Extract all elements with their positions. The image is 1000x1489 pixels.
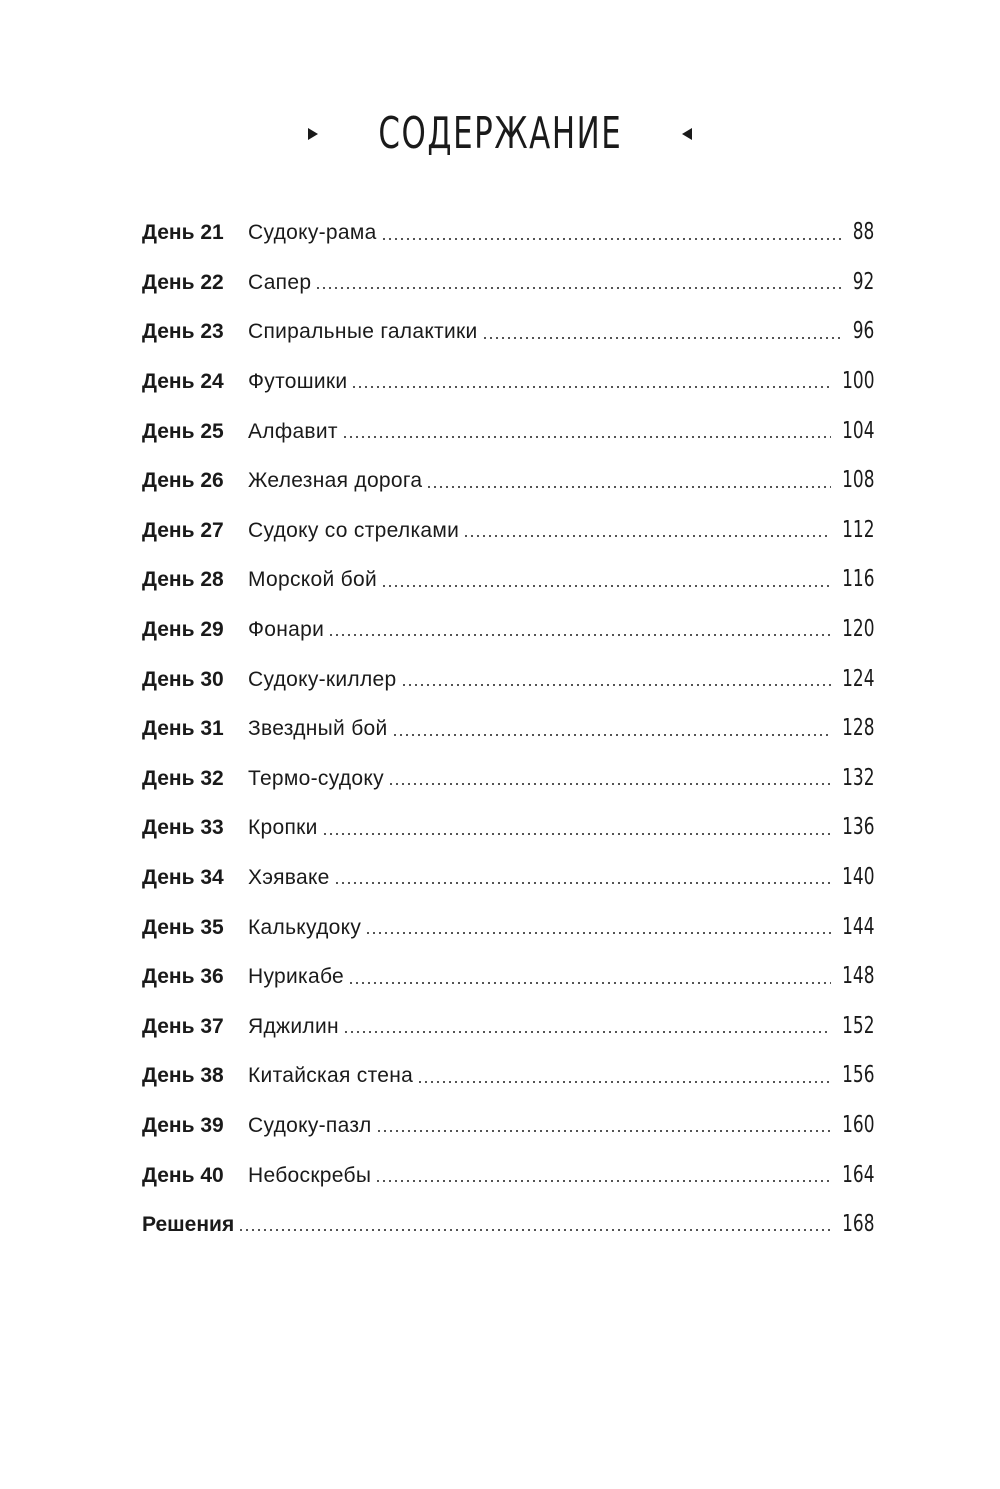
toc-entry-day: День 33 [142, 816, 224, 840]
toc-entry-page: 116 [841, 566, 874, 593]
toc-entry-title: Фонари [248, 618, 325, 642]
toc-entry-page: 152 [841, 1012, 874, 1039]
toc-entry-day: День 31 [142, 717, 224, 741]
toc-entry-title: Морской бой [248, 568, 377, 592]
dot-leader [315, 285, 843, 291]
toc-entry[interactable] [142, 902, 874, 952]
toc-entry[interactable] [142, 803, 874, 853]
dot-leader [342, 434, 831, 440]
toc-entry[interactable] [142, 654, 874, 704]
toc-entry-title: Хэяваке [248, 866, 330, 890]
toc-entry-title: Судоку-киллер [248, 667, 397, 691]
toc-entry-title: Футошики [248, 370, 348, 394]
toc-entry-page: 132 [841, 764, 874, 791]
toc-entry-day: День 24 [142, 370, 224, 394]
toc-entry[interactable] [142, 853, 874, 903]
toc-entry-title: Судоку со стрелками [248, 518, 460, 542]
toc-entry-page: 144 [841, 913, 874, 940]
toc-entry-day: День 36 [142, 965, 224, 989]
toc-entry-page: 100 [841, 368, 874, 395]
triangle-left-icon [682, 128, 692, 140]
dot-leader [365, 930, 830, 936]
dot-leader [417, 1079, 830, 1085]
dot-leader [348, 980, 830, 986]
toc-entry[interactable] [142, 704, 874, 754]
toc-entry-page: 88 [852, 219, 874, 246]
page-title: СОДЕРЖАНИЕ [378, 108, 622, 159]
toc-entry[interactable] [142, 1002, 874, 1052]
toc-entry-page: 160 [841, 1111, 874, 1138]
toc-entry-day: День 22 [142, 270, 224, 294]
toc-entry-title: Калькудоку [248, 915, 362, 939]
toc-entry[interactable] [142, 258, 874, 308]
toc-entry[interactable] [142, 456, 874, 506]
toc-entry-day: День 29 [142, 618, 224, 642]
toc-entry-title: Яджилин [248, 1014, 339, 1038]
toc-entry-day: День 25 [142, 419, 224, 443]
toc-entry-page: 96 [852, 318, 874, 345]
dot-leader [381, 583, 831, 589]
toc-entry-title: Кропки [248, 816, 318, 840]
toc-entry-page: 124 [841, 665, 874, 692]
page-title-block [0, 104, 1000, 164]
toc-entry[interactable] [142, 307, 874, 357]
dot-leader [463, 533, 830, 539]
toc-entry-title: Сапер [248, 270, 312, 294]
toc-entry[interactable] [142, 555, 874, 605]
toc-entry-title: Термо-судоку [248, 766, 384, 790]
toc-solutions-label: Решения [142, 1213, 235, 1237]
toc-entry-page: 128 [841, 715, 874, 742]
table-of-contents [142, 208, 874, 1249]
toc-entry-day: День 38 [142, 1064, 224, 1088]
toc-entry-day: День 32 [142, 766, 224, 790]
toc-entry-page: 104 [841, 417, 874, 444]
toc-entry-page: 156 [841, 1062, 874, 1089]
toc-entry[interactable] [142, 952, 874, 1002]
dot-leader [388, 781, 831, 787]
dot-leader [238, 1227, 830, 1233]
dot-leader [334, 880, 831, 886]
toc-entry-page: 108 [841, 467, 874, 494]
toc-entry-title: Судоку-пазл [248, 1113, 372, 1137]
toc-entry-title: Спиральные галактики [248, 320, 478, 344]
toc-entry-title: Судоку-рама [248, 221, 377, 245]
toc-entry-page: 120 [841, 616, 874, 643]
toc-entry-solutions[interactable] [142, 1200, 874, 1250]
dot-leader [392, 732, 831, 738]
toc-entry[interactable] [142, 605, 874, 655]
toc-entry-day: День 27 [142, 518, 224, 542]
triangle-right-icon [308, 128, 318, 140]
toc-entry-page: 136 [841, 814, 874, 841]
toc-entry[interactable] [142, 754, 874, 804]
toc-entry-title: Алфавит [248, 419, 338, 443]
toc-entry[interactable] [142, 357, 874, 407]
toc-entry-page: 164 [841, 1161, 874, 1188]
toc-entry-page: 92 [852, 268, 874, 295]
toc-entry-page: 112 [841, 516, 874, 543]
toc-entry-day: День 40 [142, 1163, 224, 1187]
dot-leader [328, 632, 830, 638]
toc-entry[interactable] [142, 506, 874, 556]
dot-leader [401, 682, 831, 688]
toc-entry[interactable] [142, 208, 874, 258]
toc-entry[interactable] [142, 1051, 874, 1101]
toc-entry-day: День 26 [142, 469, 224, 493]
toc-entry-title: Нурикабе [248, 965, 345, 989]
toc-entry-day: День 34 [142, 866, 224, 890]
toc-entry-day: День 21 [142, 221, 224, 245]
dot-leader [381, 236, 844, 242]
toc-entry-day: День 23 [142, 320, 224, 344]
dot-leader [375, 1178, 830, 1184]
toc-entry-day: День 30 [142, 667, 224, 691]
toc-entry-title: Звездный бой [248, 717, 388, 741]
dot-leader [351, 384, 830, 390]
toc-entry-title: Небоскребы [248, 1163, 372, 1187]
toc-entry-day: День 37 [142, 1014, 224, 1038]
toc-entry-day: День 28 [142, 568, 224, 592]
toc-entry-page: 168 [841, 1211, 874, 1238]
dot-leader [376, 1128, 831, 1134]
toc-entry[interactable] [142, 406, 874, 456]
toc-entry-day: День 35 [142, 915, 224, 939]
toc-entry[interactable] [142, 1150, 874, 1200]
toc-entry-page: 140 [841, 864, 874, 891]
toc-entry-title: Железная дорога [248, 469, 423, 493]
toc-entry[interactable] [142, 1101, 874, 1151]
dot-leader [482, 335, 844, 341]
dot-leader [426, 484, 830, 490]
toc-entry-day: День 39 [142, 1113, 224, 1137]
dot-leader [322, 831, 831, 837]
toc-entry-title: Китайская стена [248, 1064, 414, 1088]
toc-entry-page: 148 [841, 963, 874, 990]
dot-leader [343, 1029, 831, 1035]
